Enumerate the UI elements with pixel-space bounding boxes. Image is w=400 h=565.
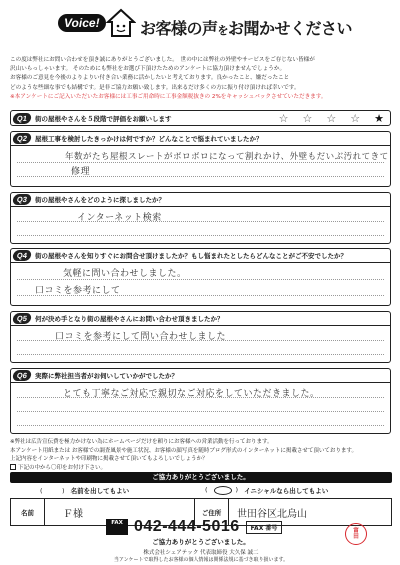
intro-line: お客様のご意見を今後のよりよりい付き合い業務に活かしたいと考えております。良かったこと、嫌だったこと [10,75,290,82]
answer-text: 気軽に問い合わせしました。 [63,269,187,279]
option-initial-label: イニシャルなら出してもよい [244,486,329,495]
answer-text: 年数がたち屋根スレートがボロボロになって割れかけ、外壁もだいぶ汚れてきて [65,152,389,162]
answer-text: 修理 [71,167,91,177]
option-name[interactable]: ( ) 名前を出してもよい [40,486,130,495]
thanks-bar: ご協力ありがとうございました。 [10,472,392,483]
header [58,6,358,46]
question-text: 屋根工事を検討したきっかけは何ですか？どんなことで悩まれていましたか？ [35,135,263,143]
name-label: 名前 [11,499,45,525]
checkbox[interactable] [10,464,16,470]
note-line-text: 下記の中から〇印をお付け下さい。 [18,464,107,471]
question-1 [10,110,391,126]
voice-badge: Voice! [58,14,106,32]
answer-text: インターネット検索 [77,213,162,223]
star-icon[interactable]: ☆ [350,111,361,125]
seal-stamp: 富 田 [345,523,367,545]
answer-line [17,235,384,236]
question-text: 街の屋根やさんを知りすぐにお問合せ頂けましたか？もし悩まれたとしたらどんなことがご不安でしたか？ [35,252,348,260]
answer-text: 口コミを参考にして問い合わせしました [55,332,227,342]
rating-stars[interactable] [279,111,384,125]
publication-notes [10,438,392,472]
privacy-note: 当アンケートで取得したお客様の個人情報は関係法規に基づき取り扱います。 [113,557,289,563]
question-number: Q6 [12,370,32,381]
fax-icon: FAX [106,519,128,535]
fax-box [106,518,282,536]
address-field[interactable]: 世田谷区北烏山 [237,508,307,520]
question-text: 何が決め手となり街の屋根やさんにお問い合わせ頂きましたか？ [35,315,224,323]
question-4 [10,248,391,306]
star-icon[interactable]: ☆ [278,111,289,125]
answer-line [17,221,384,222]
question-number: Q1 [12,113,32,124]
question-3 [10,192,391,244]
question-5 [10,311,391,363]
question-number: Q2 [12,133,32,144]
question-text: 街の屋根やさんを５段階で評価をお願いします [35,114,172,123]
note-line: 本アンケート用紙または お客様での調査風景や施工状況、お客様の顔写真を随時ブログ形式のインターネットに掲載させて頂いております。 [10,447,357,454]
company-name: 株式会社シェアテック 代表取締役 大久保 誠二 [143,550,259,556]
answer-text: 口コミを参考にして [35,286,121,296]
question-text: 実際に弊社担当者がお伺いしていかがでしたか？ [35,372,179,380]
note-line: ※弊社は広告宣伝費を極力かけない為にホームページだけを頼りにお客様への営業活動を行っております。 [10,439,273,445]
cashback-note: ※本アンケートにご記入いただいたお客様には工事ご用命時に工事金額税抜きの 2%をキャッシュバックさせていただきます。 [10,93,327,100]
question-number: Q3 [12,194,32,205]
question-text: 街の屋根やさんをどのように探しましたか？ [35,196,166,204]
answer-line [17,411,384,412]
question-2 [10,131,391,187]
address-label: ご住所 [195,499,229,525]
answer-text: とても丁寧なご対応で親切なご対応をしていただきました。 [63,389,320,399]
name-field[interactable]: Ｆ様 [45,499,195,525]
answer-line [17,279,384,280]
question-6 [10,368,391,434]
intro-text [10,56,392,102]
note-line: 上記内容をインターネットや印刷物に掲載させて頂いてもよろしいでしょうか？ [10,456,208,463]
header-title [140,16,352,39]
intro-line: この度は弊社にお問い合わせを頂き誠にありがとうございました。 世の中には弊社の外壁やサービスをご存じない皆様が [10,57,315,63]
closing-thanks: ご協力ありがとうございました。 [152,538,250,546]
star-icon[interactable]: ☆ [326,111,337,125]
option-name-label: 名前を出してもよい [70,486,130,495]
intro-line: どのような些細な事でも結構です。是非ご協力お願い致します。出来るだけ多くの方に振り付け頂ければ幸いです。 [10,84,300,91]
star-filled-icon[interactable]: ★ [374,111,384,125]
question-number: Q4 [12,250,32,261]
title-main: お客様の声 [140,19,218,38]
circle-mark [214,486,232,495]
answer-line [17,354,384,355]
star-icon[interactable]: ☆ [302,111,313,125]
fax-number: 042-444-5016 [134,518,240,535]
question-number: Q5 [12,313,32,324]
answer-line [17,425,384,426]
title-end: お聞かせください [228,19,353,38]
intro-line: 沢山いらっしゃいます。 そのためにも弊社をお選び下頂けたためのアンケートに協力頂けませんでしょうか。 [10,66,286,73]
title-connector: を [217,24,229,37]
house-icon [106,8,136,38]
answer-line [17,162,384,163]
publish-options [10,483,392,497]
option-initial[interactable]: ( ) イニシャルなら出してもよい [205,486,329,495]
fax-label: FAX 番号 [246,521,283,534]
